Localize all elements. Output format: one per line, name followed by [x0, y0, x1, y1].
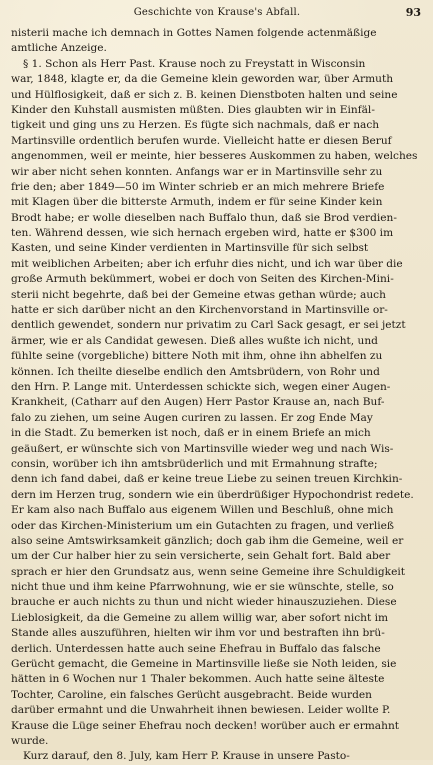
text-line: Tochter, Caroline, ein falsches Gerücht ausgebracht. Beide wurden	[11, 688, 372, 701]
page-number: 93	[405, 6, 421, 19]
text-line: amtliche Anzeige.	[11, 42, 107, 55]
text-line: dentlich gewendet, sondern nur privatim zu Carl Sack gesagt, er sei jetzt	[11, 319, 406, 332]
text-line: können. Ich theilte dieselbe endlich den Amtsbrüdern, von Rohr und	[11, 365, 380, 378]
text-line: angenommen, weil er meinte, hier besseres Auskommen zu haben, welches	[11, 150, 418, 163]
text-line: mit weiblichen Arbeiten; aber ich erfuhr dies nicht, und ich war über die	[11, 257, 403, 270]
text-line: § 1. Schon als Herr Past. Krause noch zu Freystatt in Wisconsin	[23, 57, 366, 70]
text-line: Kurz darauf, den 8. July, kam Herr P. Krause in unsere Pasto-	[23, 750, 350, 763]
text-line: falo zu ziehen, um seine Augen curiren zu lassen. Er zog Ende May	[11, 411, 373, 424]
text-line: sprach er hier den Grundsatz aus, wenn seine Gemeine ihre Schuldigkeit	[11, 565, 406, 578]
text-line: also seine Amtswirksamkeit gänzlich; doch gab ihm die Gemeine, weil er	[11, 534, 404, 547]
text-line: Brodt habe; er wolle dieselben nach Buffalo thun, daß sie Brod verdien-	[11, 211, 397, 224]
text-line: oder das Kirchen-Ministerium um ein Gutachten zu fragen, und verließ	[11, 519, 394, 532]
text-line: in die Stadt. Zu bemerken ist noch, daß er in einem Briefe an mich	[11, 427, 371, 440]
text-line: geäußert, er wünschte sich von Martinsville wieder weg und nach Wis-	[11, 442, 394, 455]
text-line: nicht thue und ihm keine Pfarrwohnung, wie er sie wünschte, stelle, so	[11, 581, 394, 594]
text-line: den Hrn. P. Lange mit. Unterdessen schickte sich, wegen einer Augen-	[11, 380, 391, 393]
text-line: um der Cur halber hier zu sein versicherte, sein Gehalt fort. Bald aber	[11, 550, 391, 563]
text-line: Martinsville ordentlich berufen wurde. Vielleicht hatte er diesen Beruf	[11, 134, 392, 147]
text-line: Lieblosigkeit, da die Gemeine zu allem willig war, aber sofort nicht im	[11, 611, 389, 624]
text-line: consin, worüber ich ihn amtsbrüderlich und mit Ermahnung strafte;	[11, 457, 378, 470]
text-line: darüber ermahnt und die Unwahrheit ihnen bewiesen. Leider wollte P.	[11, 704, 391, 717]
text-line: nisterii mache ich demnach in Gottes Namen folgende actenmäßige	[11, 27, 377, 39]
text-line: mit Klagen über die bitterste Armuth, indem er für seine Kinder kein	[11, 196, 383, 209]
text-line: frie den; aber 1849—50 im Winter schrieb er an mich mehrere Briefe	[11, 180, 385, 193]
text-line: sterii nicht begehrte, daß bei der Gemeine etwas gethan würde; auch	[11, 288, 386, 301]
text-line: fühlte seine (vorgebliche) bittere Noth mit ihm, ohne ihn abhelfen zu	[11, 350, 383, 363]
text-line: war, 1848, klagte er, da die Gemeine klein geworden war, über Armuth	[11, 73, 394, 86]
text-line: Kinder den Kuhstall ausmisten müßten. Dies glaubten wir in Einfäl-	[11, 103, 375, 116]
text-line: ten. Während dessen, wie sich hernach ergeben wird, hatte er $300 im	[11, 227, 394, 240]
text-line: ärmer, wie er als Candidat gewesen. Dieß alles wußte ich nicht, und	[11, 334, 378, 347]
text-line: große Armuth bekümmert, wobei er doch von Seiten des Kirchen-Mini-	[11, 273, 394, 286]
text-line: Krause die Lüge seiner Ehefrau noch decken! worüber auch er ermahnt	[11, 719, 400, 732]
text-line: wurde.	[11, 734, 49, 747]
text-line: Kasten, und seine Kinder verdienten in Martinsville für sich selbst	[11, 242, 369, 255]
text-line: denn ich fand dabei, daß er keine treue Liebe zu seinen treuen Kirchkin-	[11, 473, 403, 486]
text-line: Krankheit, (Catharr auf den Augen) Herr Pastor Krause an, nach Buf-	[11, 396, 385, 409]
text-line: wir aber nicht sehen konnten. Anfangs war er in Martinsville sehr zu	[11, 165, 383, 178]
text-line: brauche er auch nichts zu thun und nicht wieder hinauszuziehen. Diese	[11, 596, 397, 609]
text-line: dern im Herzen trug, sondern wie ein überdrüßiger Hypochondrist redete.	[11, 488, 414, 501]
page-header	[11, 6, 423, 22]
text-line: und Hülflosigkeit, daß er sich z. B. keinen Dienstboten halten und seine	[11, 88, 398, 101]
running-head: Geschichte von Krause's Abfall.	[133, 7, 301, 18]
text-line: Gerücht gemacht, die Gemeine in Martinsville ließe sie Noth leiden, sie	[11, 658, 397, 671]
text-line: derlich. Unterdessen hatte auch seine Ehefrau in Buffalo das falsche	[11, 642, 381, 655]
body-text	[11, 26, 423, 765]
text-line: hatte er sich darüber nicht an den Kirchenvorstand in Martinsville or-	[11, 304, 388, 317]
text-line: hätten in 6 Wochen nur 1 Thaler bekommen. Auch hatte seine älteste	[11, 673, 385, 686]
text-line: Er kam also nach Buffalo aus eigenem Willen und Beschluß, ohne mich	[11, 504, 394, 517]
text-line: Stande alles auszuführen, hielten wir ihm vor und bestraften ihn brü-	[11, 627, 385, 640]
text-line: tigkeit und ging uns zu Herzen. Es fügte sich nachmals, daß er nach	[11, 119, 380, 132]
